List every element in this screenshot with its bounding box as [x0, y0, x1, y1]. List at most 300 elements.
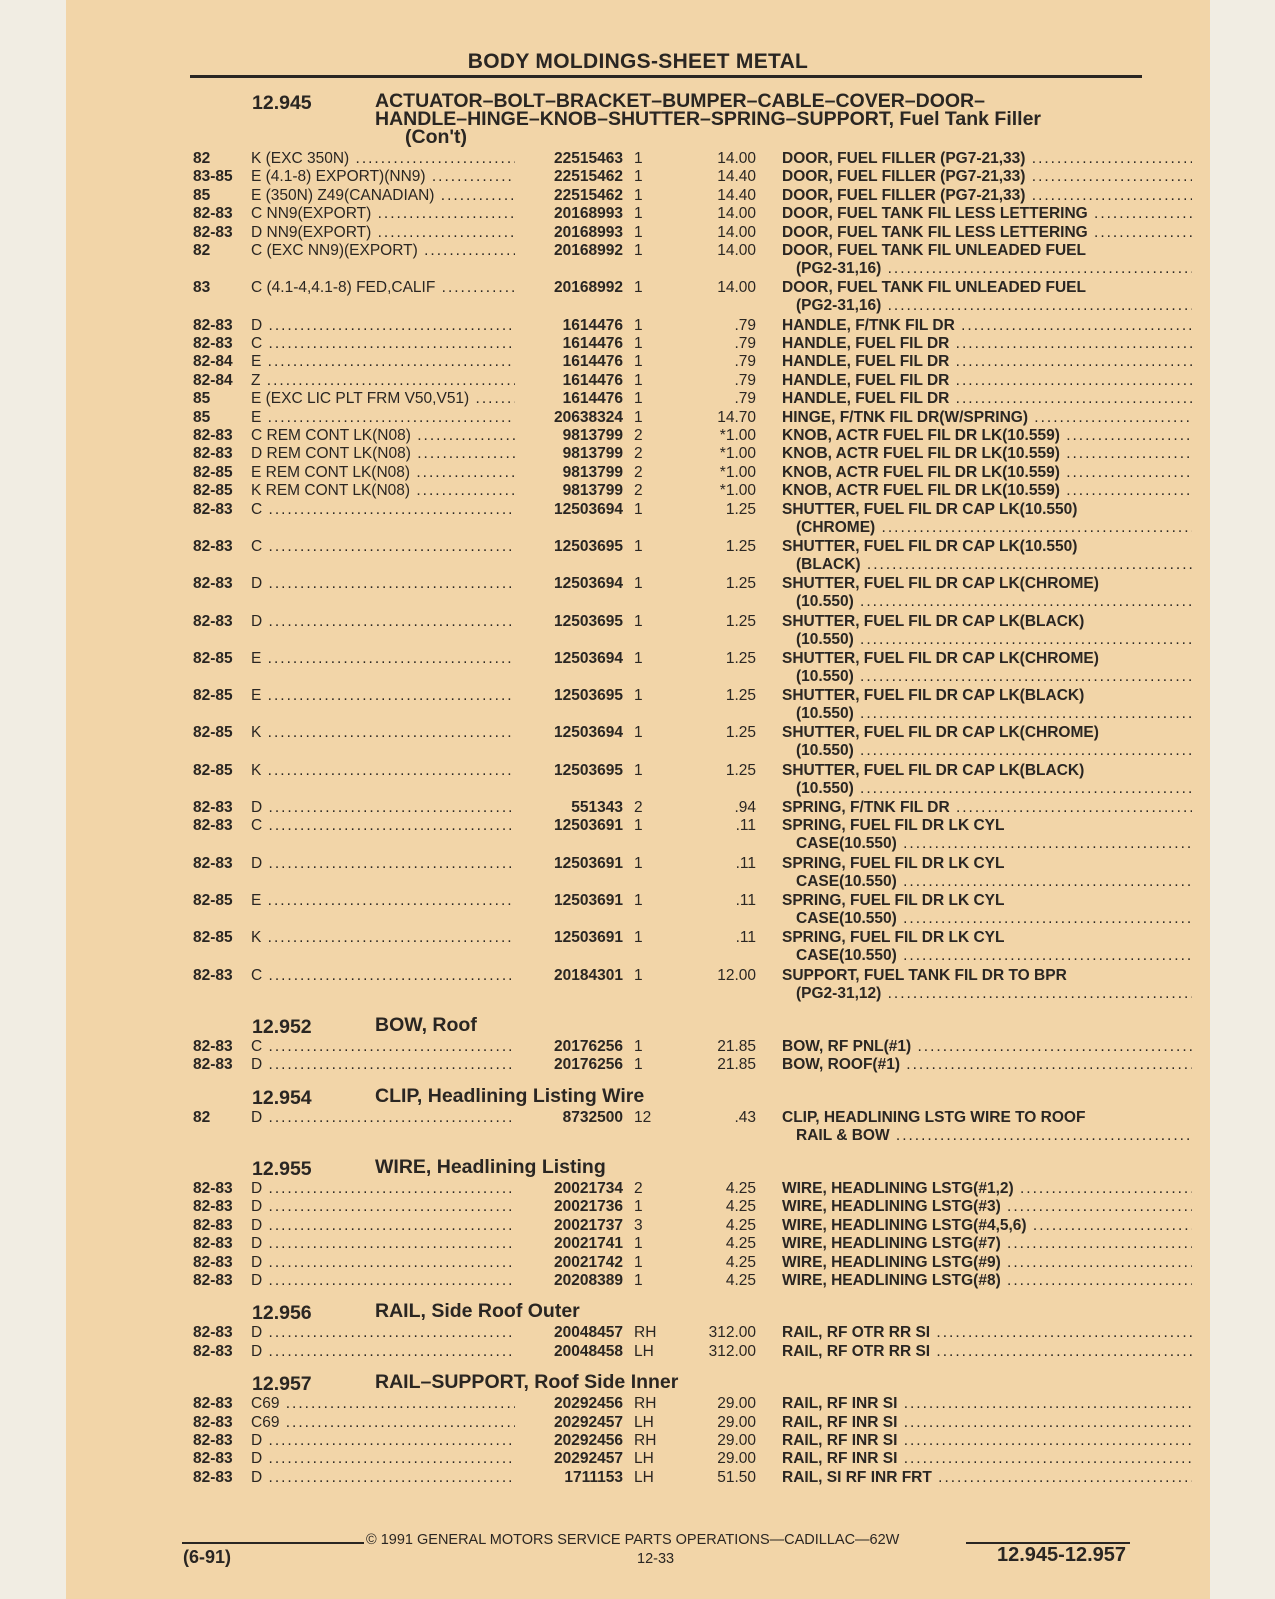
application: D ..... [251, 799, 515, 817]
part-description-line: RAIL, SI RF INR FRT ..... [782, 1469, 1192, 1487]
part-row [66, 1414, 1210, 1432]
application: D ..... [251, 1180, 515, 1198]
part-row [66, 372, 1210, 390]
application: D ..... [251, 1254, 515, 1272]
part-number: 12503694 [554, 575, 623, 593]
part-description-line: HANDLE, FUEL FIL DR ..... [782, 353, 1192, 371]
part-description-line: SHUTTER, FUEL FIL DR CAP LK(BLACK) [782, 687, 1085, 705]
price: *1.00 [719, 463, 756, 481]
application: D ..... [251, 1198, 515, 1216]
price: 29.00 [717, 1432, 756, 1449]
price: 312.00 [708, 1324, 756, 1342]
price: 14.70 [717, 408, 756, 426]
part-description-line: DOOR, FUEL TANK FIL LESS LETTERING ..... [782, 224, 1192, 242]
part-description-line: CASE(10.550) ..... [782, 947, 1192, 965]
part-number: 20292457 [554, 1450, 623, 1468]
part-row [66, 224, 1210, 242]
part-number: 22515462 [554, 186, 623, 204]
part-description-line: (10.550) ..... [782, 742, 1192, 760]
quantity: 1 [634, 353, 643, 371]
part-description-line: (PG2-31,16) ..... [782, 260, 1192, 278]
part-description-line: SPRING, FUEL FIL DR LK CYL [782, 892, 1005, 909]
part-description-line: WIRE, HEADLINING LSTG(#3) ..... [782, 1198, 1192, 1216]
application: C ..... [251, 817, 515, 835]
part-row [66, 575, 1210, 611]
part-description-line: KNOB, ACTR FUEL FIL DR LK(10.559) ..... [782, 427, 1192, 445]
model-years: 82-83 [193, 1468, 233, 1486]
part-description [782, 1450, 1210, 1468]
part-row [66, 1235, 1210, 1253]
quantity: 3 [634, 1216, 643, 1234]
price: 14.00 [717, 205, 756, 223]
part-number: 1614476 [562, 353, 623, 371]
part-number: 20021741 [554, 1235, 623, 1253]
part-number: 20048458 [554, 1342, 623, 1360]
part-description-line: RAIL, RF INR SI ..... [782, 1450, 1192, 1468]
section-title-line: HANDLE–HINGE–KNOB–SHUTTER–SPRING–SUPPORT, Fuel Tank Filler [375, 108, 1042, 130]
part-number: 12503694 [554, 500, 623, 518]
quantity: 1 [634, 371, 643, 389]
price: 4.25 [725, 1180, 756, 1197]
part-row [66, 649, 1210, 685]
part-number: 8732500 [562, 1108, 623, 1126]
part-description-line: SPRING, FUEL FIL DR LK CYL [782, 929, 1005, 947]
part-row [66, 1432, 1210, 1450]
model-years: 82-83 [193, 1198, 233, 1216]
model-years: 82-84 [193, 353, 233, 371]
part-description-line: CASE(10.550) ..... [782, 835, 1192, 853]
price: *1.00 [719, 445, 756, 463]
part-description [782, 929, 1210, 965]
part-description [782, 650, 1210, 686]
model-years: 82-85 [193, 463, 233, 481]
quantity: 1 [634, 279, 643, 297]
part-number: 20021742 [554, 1253, 623, 1271]
application: E (4.1-8) EXPORT)(NN9) ..... [251, 168, 515, 186]
part-description-line: DOOR, FUEL FILLER (PG7-21,33) ..... [782, 150, 1192, 168]
price: .11 [735, 817, 756, 835]
part-number: 9813799 [562, 463, 623, 481]
section-title [375, 1158, 606, 1176]
part-number: 1614476 [562, 371, 623, 389]
part-description-line: DOOR, FUEL FILLER (PG7-21,33) ..... [782, 168, 1192, 186]
part-number: 20021736 [554, 1198, 623, 1216]
application: C69 ..... [251, 1395, 515, 1413]
section-range: 12.945-12.957 [997, 1544, 1127, 1566]
part-description-line: DOOR, FUEL TANK FIL UNLEADED FUEL [782, 279, 1086, 297]
price: 14.00 [717, 279, 756, 297]
part-row [66, 464, 1210, 482]
part-description-line: (10.550) ..... [782, 705, 1192, 723]
model-years: 82-83 [193, 223, 233, 241]
model-years: 82-83 [193, 1235, 233, 1253]
model-years: 82-83 [193, 1056, 233, 1074]
price: .79 [734, 390, 756, 408]
application: E ..... [251, 353, 515, 371]
part-description-line: RAIL, RF INR SI ..... [782, 1395, 1192, 1413]
application: Z ..... [251, 372, 515, 390]
part-row [66, 537, 1210, 573]
part-description [782, 224, 1210, 242]
application: D REM CONT LK(N08) ..... [251, 445, 515, 463]
part-description-line: SHUTTER, FUEL FIL DR CAP LK(BLACK) [782, 761, 1085, 779]
price: 1.25 [725, 687, 756, 705]
part-number: 22515463 [554, 150, 623, 167]
quantity: 2 [634, 445, 643, 463]
application: D ..... [251, 1469, 515, 1487]
price: 21.85 [717, 1037, 756, 1055]
model-years: 82-83 [193, 1450, 233, 1468]
part-description [782, 427, 1210, 445]
model-years: 82-83 [193, 612, 233, 630]
part-row [66, 854, 1210, 890]
part-description-line: SPRING, FUEL FIL DR LK CYL [782, 817, 1005, 835]
part-description-line: HINGE, F/TNK FIL DR(W/SPRING) ..... [782, 409, 1192, 427]
part-number: 12503691 [554, 892, 623, 909]
model-years: 82-83 [193, 1395, 233, 1413]
part-number: 20292456 [554, 1432, 623, 1449]
quantity: 1 [634, 1235, 643, 1253]
part-number: 12503691 [554, 817, 623, 835]
price: 29.00 [717, 1395, 756, 1413]
quantity: 1 [634, 929, 643, 947]
model-years: 82-83 [193, 1432, 233, 1449]
part-row [66, 445, 1210, 463]
model-years: 82-85 [193, 724, 233, 742]
part-row [66, 242, 1210, 277]
footer-divider-left [182, 1542, 364, 1544]
quantity: 1 [634, 854, 643, 872]
part-description-line: SPRING, FUEL FIL DR LK CYL [782, 854, 1005, 872]
part-description-line: CASE(10.550) ..... [782, 873, 1192, 891]
part-row [66, 427, 1210, 445]
part-description-line: SHUTTER, FUEL FIL DR CAP LK(BLACK) [782, 612, 1085, 630]
application: D ..... [251, 1450, 515, 1468]
application: C REM CONT LK(N08) ..... [251, 427, 515, 445]
part-row [66, 150, 1210, 168]
application: C ..... [251, 501, 515, 519]
model-years: 82-83 [193, 445, 233, 463]
part-row [66, 966, 1210, 1002]
part-description-line: (10.550) ..... [782, 593, 1192, 611]
part-description [782, 1414, 1210, 1432]
application: D ..... [251, 1109, 515, 1127]
model-years: 82 [193, 1108, 211, 1126]
part-description-line: SHUTTER, FUEL FIL DR CAP LK(10.550) [782, 500, 1078, 518]
quantity: 1 [634, 649, 643, 667]
model-years: 82-83 [193, 427, 233, 444]
model-years: 82-83 [193, 1324, 233, 1342]
application: C ..... [251, 335, 515, 353]
section-number: 12.954 [252, 1086, 312, 1109]
application: D NN9(EXPORT) ..... [251, 224, 515, 242]
quantity: 2 [634, 427, 643, 444]
part-description-line: DOOR, FUEL TANK FIL LESS LETTERING ..... [782, 205, 1192, 223]
part-description-line: DOOR, FUEL FILLER (PG7-21,33) ..... [782, 187, 1192, 205]
part-number: 20176256 [554, 1056, 623, 1074]
part-description [782, 501, 1210, 537]
part-description-line: KNOB, ACTR FUEL FIL DR LK(10.559) ..... [782, 445, 1192, 463]
part-description-line: SHUTTER, FUEL FIL DR CAP LK(CHROME) [782, 649, 1099, 667]
price: 14.40 [717, 168, 756, 186]
application: E ..... [251, 892, 515, 910]
quantity: LH [634, 1342, 654, 1360]
part-description [782, 353, 1210, 371]
model-years: 82-83 [193, 575, 233, 593]
part-description-line: KNOB, ACTR FUEL FIL DR LK(10.559) ..... [782, 482, 1192, 500]
quantity: 1 [634, 537, 643, 555]
part-number: 12503695 [554, 612, 623, 630]
part-description [782, 372, 1210, 390]
quantity: 12 [634, 1108, 652, 1126]
part-description-line: (CHROME) ..... [782, 519, 1192, 537]
part-description-line: DOOR, FUEL TANK FIL UNLEADED FUEL [782, 242, 1086, 259]
model-years: 83 [193, 279, 211, 297]
part-number: 20638324 [554, 408, 623, 426]
part-number: 12503695 [554, 537, 623, 555]
quantity: 1 [634, 242, 643, 259]
quantity: 1 [634, 687, 643, 705]
part-description-line: (10.550) ..... [782, 631, 1192, 649]
part-description [782, 575, 1210, 611]
section-number: 12.957 [252, 1373, 312, 1396]
application: C (EXC NN9)(EXPORT) ..... [251, 242, 515, 260]
part-row [66, 1108, 1210, 1144]
quantity: 1 [634, 168, 643, 186]
application: D ..... [251, 1056, 515, 1074]
part-description-line: (PG2-31,16) ..... [782, 297, 1192, 315]
quantity: 1 [634, 186, 643, 204]
section-title-line: RAIL, Side Roof Outer [375, 1300, 580, 1323]
quantity: 1 [634, 817, 643, 835]
part-number: 12503691 [554, 929, 623, 947]
quantity: 2 [634, 482, 643, 500]
quantity: LH [634, 1413, 654, 1431]
price: 14.00 [717, 242, 756, 259]
part-description-line: HANDLE, FUEL FIL DR ..... [782, 335, 1192, 353]
part-description [782, 187, 1210, 205]
application: D ..... [251, 575, 515, 593]
model-years: 82-83 [193, 1216, 233, 1234]
part-description [782, 1324, 1210, 1342]
part-number: 1614476 [562, 316, 623, 334]
price: 1.25 [725, 649, 756, 667]
part-number: 9813799 [562, 427, 623, 444]
price: 14.00 [717, 150, 756, 167]
page-number: 12-33 [637, 1551, 675, 1567]
model-years: 82-83 [193, 1180, 233, 1197]
model-years: 82 [193, 150, 211, 167]
part-row [66, 353, 1210, 371]
application: E ..... [251, 409, 515, 427]
application: E (350N) Z49(CANADIAN) ..... [251, 187, 515, 205]
price: .11 [735, 854, 756, 872]
section-continued-note: (Con't) [405, 126, 468, 148]
part-description [782, 817, 1210, 853]
part-description-line: RAIL, RF OTR RR SI ..... [782, 1324, 1192, 1342]
quantity: LH [634, 1468, 654, 1486]
part-description-line: CLIP, HEADLINING LSTG WIRE TO ROOF [782, 1108, 1086, 1126]
application: E REM CONT LK(N08) ..... [251, 464, 515, 482]
quantity: 2 [634, 1180, 643, 1197]
part-number: 20208389 [554, 1272, 623, 1289]
part-description [782, 1272, 1210, 1290]
part-number: 20168992 [554, 279, 623, 297]
quantity: 2 [634, 463, 643, 481]
part-description [782, 855, 1210, 891]
part-description-line: (10.550) ..... [782, 780, 1192, 798]
section-title-line: RAIL–SUPPORT, Roof Side Inner [375, 1371, 679, 1394]
part-row [66, 335, 1210, 353]
part-row [66, 205, 1210, 223]
part-number: 20168992 [554, 242, 623, 259]
part-description [782, 335, 1210, 353]
part-row [66, 317, 1210, 335]
part-description-line: SHUTTER, FUEL FIL DR CAP LK(CHROME) [782, 575, 1099, 593]
model-years: 82-85 [193, 687, 233, 705]
part-description-line: RAIL, RF OTR RR SI ..... [782, 1343, 1192, 1361]
part-row [66, 799, 1210, 817]
part-description [782, 1235, 1210, 1253]
part-description-line: (PG2-31,12) ..... [782, 985, 1192, 1003]
quantity: 1 [634, 724, 643, 742]
model-years: 82-85 [193, 929, 233, 947]
part-description-line: WIRE, HEADLINING LSTG(#4,5,6) ..... [782, 1217, 1192, 1235]
part-description [782, 150, 1210, 168]
application: K ..... [251, 762, 515, 780]
part-number: 9813799 [562, 482, 623, 500]
part-description-line: SUPPORT, FUEL TANK FIL DR TO BPR [782, 966, 1067, 984]
application: E (EXC LIC PLT FRM V50,V51) ..... [251, 390, 515, 408]
application: D ..... [251, 1324, 515, 1342]
part-description-line: SHUTTER, FUEL FIL DR CAP LK(CHROME) [782, 724, 1099, 742]
application: K ..... [251, 929, 515, 947]
part-description [782, 762, 1210, 798]
part-number: 1711153 [564, 1468, 623, 1486]
part-number: 12503691 [554, 854, 623, 872]
model-years: 82-84 [193, 371, 233, 389]
part-number: 12503694 [554, 649, 623, 667]
quantity: 1 [634, 612, 643, 630]
application: K REM CONT LK(N08) ..... [251, 482, 515, 500]
part-row [66, 1056, 1210, 1074]
part-description-line: BOW, ROOF(#1) ..... [782, 1056, 1192, 1074]
quantity: 1 [634, 500, 643, 518]
part-number: 20168993 [554, 223, 623, 241]
model-years: 82-83 [193, 205, 233, 223]
model-years: 82-83 [193, 1342, 233, 1360]
part-number: 20021734 [554, 1180, 623, 1197]
quantity: 1 [634, 1198, 643, 1216]
price: 4.25 [725, 1253, 756, 1271]
part-row [66, 1469, 1210, 1487]
part-row [66, 1254, 1210, 1272]
model-years: 82-85 [193, 649, 233, 667]
part-row [66, 1198, 1210, 1216]
part-description [782, 1343, 1210, 1361]
part-row [66, 390, 1210, 408]
quantity: 1 [634, 761, 643, 779]
application: C (4.1-4,4.1-8) FED,CALIF ..... [251, 279, 515, 297]
part-description [782, 687, 1210, 723]
part-description-line: (BLACK) ..... [782, 556, 1192, 574]
price: 29.00 [717, 1413, 756, 1431]
price: 1.25 [725, 575, 756, 593]
part-number: 9813799 [562, 445, 623, 463]
application: E ..... [251, 687, 515, 705]
model-years: 82-83 [193, 537, 233, 555]
part-row [66, 1272, 1210, 1290]
part-number: 20021737 [554, 1216, 623, 1234]
application: D ..... [251, 1217, 515, 1235]
quantity: RH [634, 1324, 657, 1342]
part-number: 20184301 [554, 966, 623, 984]
price: 1.25 [725, 612, 756, 630]
part-number: 551343 [571, 799, 623, 816]
quantity: 1 [634, 390, 643, 408]
price: 4.25 [725, 1235, 756, 1253]
price: 12.00 [717, 966, 756, 984]
quantity: 1 [634, 150, 643, 167]
part-description-line: RAIL, RF INR SI ..... [782, 1432, 1192, 1450]
part-description [782, 613, 1210, 649]
price: 29.00 [717, 1450, 756, 1468]
part-number: 12503695 [554, 761, 623, 779]
part-description [782, 1395, 1210, 1413]
part-number: 20168993 [554, 205, 623, 223]
section-number: 12.952 [252, 1015, 312, 1038]
price: 312.00 [708, 1342, 756, 1360]
quantity: 1 [634, 892, 643, 909]
part-row [66, 482, 1210, 500]
price: *1.00 [719, 482, 756, 500]
part-row [66, 929, 1210, 965]
quantity: 1 [634, 335, 643, 352]
part-row [66, 409, 1210, 427]
part-description [782, 1038, 1210, 1056]
quantity: 1 [634, 966, 643, 984]
part-row [66, 892, 1210, 927]
price: .79 [734, 316, 756, 334]
part-description [782, 1217, 1210, 1235]
part-description [782, 1109, 1210, 1145]
part-description-line: KNOB, ACTR FUEL FIL DR LK(10.559) ..... [782, 464, 1192, 482]
quantity: 2 [634, 799, 643, 816]
part-description [782, 724, 1210, 760]
part-description [782, 538, 1210, 574]
model-years: 82-83 [193, 1253, 233, 1271]
application: D ..... [251, 317, 515, 335]
part-description [782, 390, 1210, 408]
section-title-line: CLIP, Headlining Listing Wire [375, 1084, 645, 1107]
quantity: 1 [634, 205, 643, 223]
price: .94 [734, 799, 756, 816]
part-description-line: WIRE, HEADLINING LSTG(#8) ..... [782, 1272, 1192, 1290]
quantity: RH [634, 1432, 657, 1449]
price: .43 [734, 1108, 756, 1126]
footer-revision: (6-91) [183, 1547, 232, 1567]
part-row [66, 724, 1210, 760]
model-years: 82-85 [193, 761, 233, 779]
part-description [782, 892, 1210, 928]
quantity: 1 [634, 1253, 643, 1271]
part-description-line: HANDLE, F/TNK FIL DR ..... [782, 317, 1192, 335]
model-years: 82-85 [193, 892, 233, 909]
part-row [66, 1450, 1210, 1468]
application: C NN9(EXPORT) ..... [251, 205, 515, 223]
price: 4.25 [725, 1272, 756, 1289]
quantity: RH [634, 1395, 657, 1413]
